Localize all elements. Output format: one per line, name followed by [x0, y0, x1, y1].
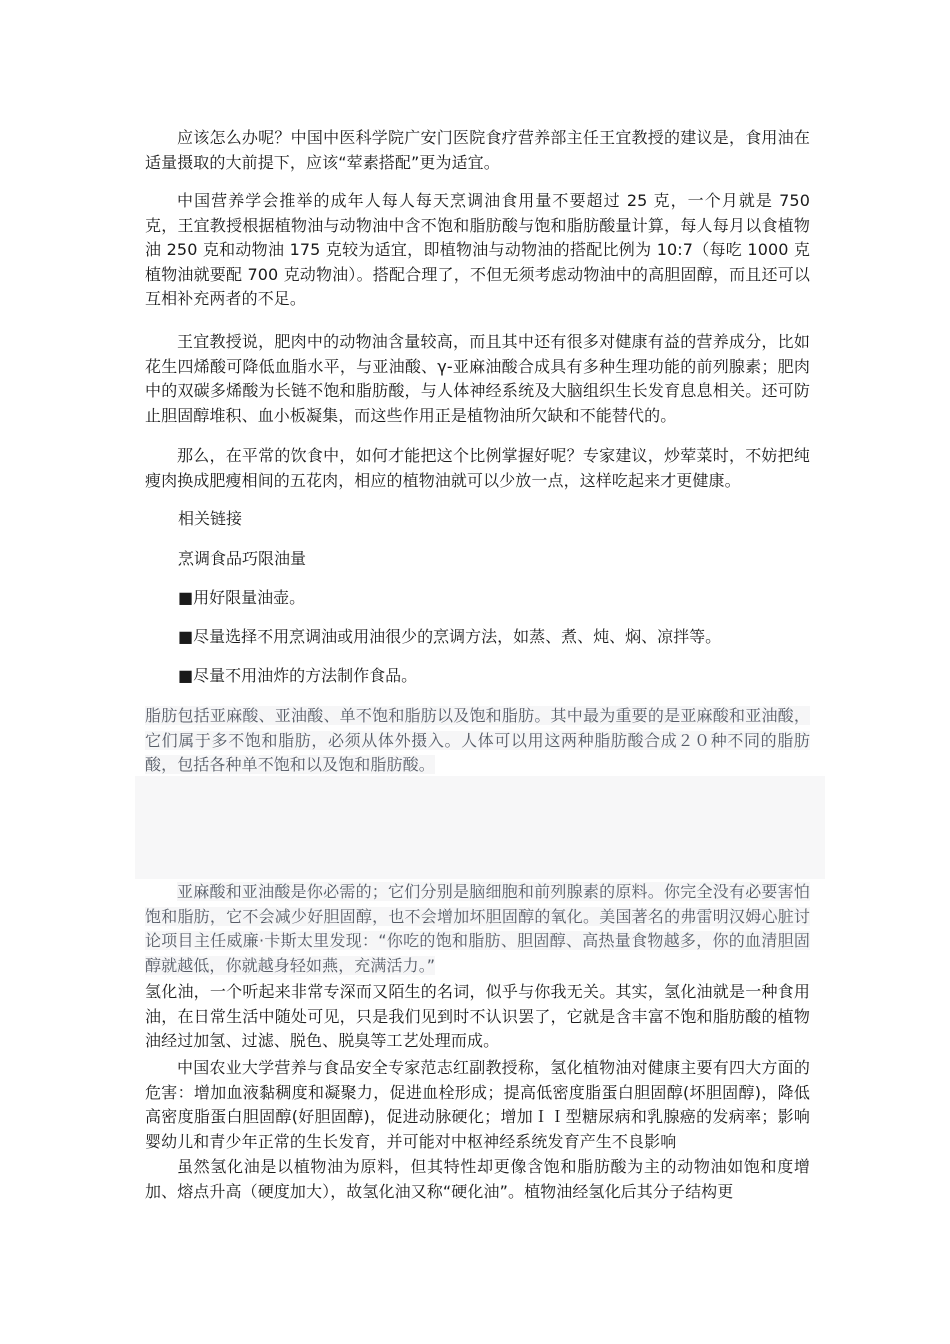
- tips-heading: 烹调食品巧限油量: [178, 549, 307, 568]
- paragraph-oil-ratio: 中国营养学会推举的成年人每人每天烹调油食用量不要超过 25 克，一个月就是 750 克，王宜教授根据植物油与动物油中含不饱和脂肪酸与饱和脂肪酸量计算，每人每月以食植物油 250 克和动物油 175 克较为适宜，即植物油与动物油的搭配比例为 10:7（每吃 1000 克植物油就要配 700 克动物油）。搭配合理了，不但无须考虑动物油中的高胆固醇，而且还可以互相补充两者的不足。: [145, 191, 810, 308]
- paragraph-oil-advice: 应该怎么办呢？中国中医科学院广安门医院食疗营养部主任王宜教授的建议是，食用油在适量摄取的大前提下，应该“荤素搭配”更为适宜。: [145, 128, 810, 172]
- highlighted-text: 亚麻酸和亚油酸是你必需的；它们分别是脑细胞和前列腺素的原料。你完全没有必要害怕饱和脂肪，它不会减少好胆固醇，也不会增加坏胆固醇的氧化。美国著名的弗雷明汉姆心脏讨论项目主任威廉·卡斯太里发现：“你吃的饱和脂肪、胆固醇、高热量食物越多，你的血清胆固醇就越低，你就越身轻如燕，充满活力。”: [145, 882, 810, 975]
- paragraph-daily-diet: 那么，在平常的饮食中，如何才能把这个比例掌握好呢？专家建议，炒荤菜时，不妨把纯瘦肉换成肥瘦相间的五花肉，相应的植物油就可以少放一点，这样吃起来才更健康。: [145, 446, 810, 490]
- paragraph-animal-fat-benefits: 王宜教授说，肥肉中的动物油含量较高，而且其中还有很多对健康有益的营养成分，比如花生四烯酸可降低血脂水平，与亚油酸、γ-亚麻油酸合成具有多种生理功能的前列腺素；肥肉中的双碳多烯酸为长链不饱和脂肪酸，与人体神经系统及大脑组织生长发育息息相关。还可防止胆固醇堆积、血小板凝集，而这些作用正是植物油所欠缺和不能替代的。: [145, 332, 810, 425]
- paragraph-hydrogenated-oil: 氢化油，一个听起来非常专深而又陌生的名词，似乎与你我无关。其实，氢化油就是一种食用油，在日常生活中随处可见，只是我们见到时不认识罢了，它就是含丰富不饱和脂肪酸的植物油经过加氢、过滤、脱色、脱臭等工艺处理而成。: [145, 982, 810, 1050]
- paragraph-essential-acids: [145, 880, 810, 978]
- tip-item: ■尽量选择不用烹调油或用油很少的烹调方法，如蒸、煮、炖、焖、凉拌等。: [178, 627, 722, 646]
- paragraph-hardened-oil: 虽然氢化油是以植物油为原料，但其特性却更像含饱和脂肪酸为主的动物油如饱和度增加、熔点升高（硬度加大），故氢化油又称“硬化油”。植物油经氢化后其分子结构更: [145, 1157, 810, 1201]
- related-links-heading: 相关链接: [178, 509, 243, 528]
- paragraph-fat-types: [145, 704, 810, 778]
- highlighted-text: 脂肪包括亚麻酸、亚油酸、单不饱和脂肪以及饱和脂肪。其中最为重要的是亚麻酸和亚油酸，它们属于多不饱和脂肪，必须从体外摄入。人体可以用这两种脂肪酸合成２０种不同的脂肪酸，包括各种单不饱和以及饱和脂肪酸。: [145, 706, 810, 774]
- tip-item: ■用好限量油壶。: [178, 588, 306, 607]
- paragraph-hydrogenated-harm: 中国农业大学营养与食品安全专家范志红副教授称，氢化植物油对健康主要有四大方面的危害：增加血液黏稠度和凝聚力，促进血栓形成；提高低密度脂蛋白胆固醇(坏胆固醇)，降低高密度脂蛋白胆固醇(好胆固醇)，促进动脉硬化；增加ＩＩ型糖尿病和乳腺癌的发病率；影响婴幼儿和青少年正常的生长发育，并可能对中枢神经系统发育产生不良影响: [145, 1058, 810, 1151]
- blank-area: [135, 776, 825, 879]
- tip-item: ■尽量不用油炸的方法制作食品。: [178, 666, 418, 685]
